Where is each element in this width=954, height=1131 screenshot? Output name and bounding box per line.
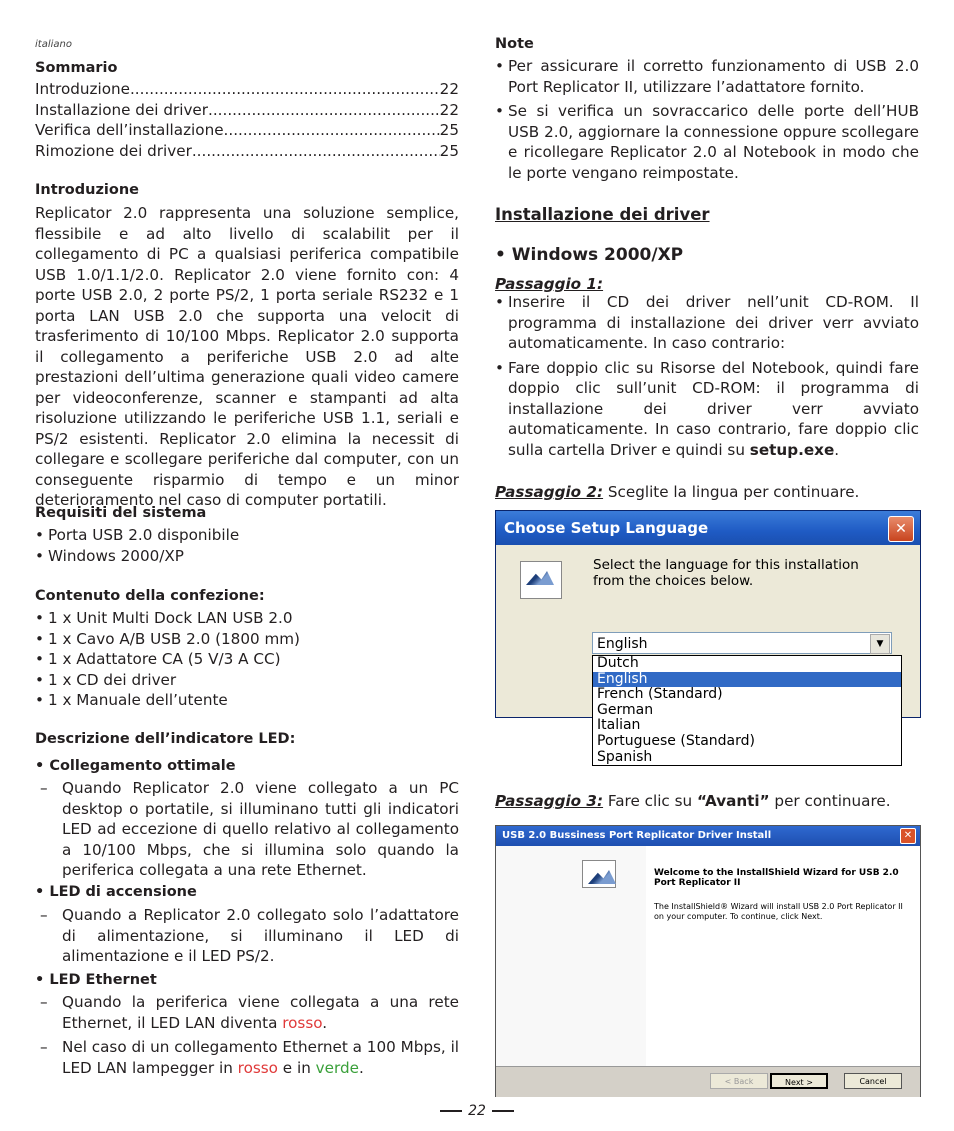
toc-row (35, 120, 459, 141)
step3: Passaggio 3: Fare clic su “Avanti” per continuare. (495, 792, 891, 810)
list-item: • Per assicurare il corretto funzionamento di USB 2.0 Port Replicator II, utilizzare l’adattatore fornito. (495, 56, 919, 97)
wizard-button-bar (496, 1066, 920, 1097)
intro-text: Replicator 2.0 rappresenta una soluzione semplice, flessibile e ad alto livello di scalabilit per il collegamento di PC a qualsiasi periferica compatibile USB 1.0/1.1/2.0. Replicator 2.0 viene fornito con: 4 porte USB 2.0, 2 porte PS/2, 1 porta seriale RS232 e 1 porta LAN USB 2.0 che supporta una velocit di trasferimento di 10/100 Mbps. Replicator 2.0 supporta il collegamento a periferiche USB 2.0 ad alte prestazioni dell’ultima generazione quali video camere per videoconferenze, scanner e stampanti ad alta risoluzione utilizzando le periferiche USB 1.1, seriali e PS/2 esistenti. Replicator 2.0 elimina la necessit di collegare e scollegare periferiche dal computer, con un conseguente risparmio di tempo e un minor deterioramento nel caso di computer portatili. (35, 204, 459, 509)
wizard-main-panel (646, 846, 920, 1066)
led3-list (35, 992, 459, 1078)
list-item: • Windows 2000/XP (35, 546, 459, 567)
list-item: – Nel caso di un collegamento Ethernet a 100 Mbps, il LED LAN lampegger in rosso e in verde. (35, 1037, 459, 1078)
language-option[interactable]: Dutch (597, 655, 639, 671)
close-button[interactable]: ✕ (888, 516, 914, 542)
language-select[interactable]: English ▼ (592, 632, 892, 654)
toc-page: 25 (439, 121, 459, 139)
note-title: Note (495, 36, 534, 52)
toc-label: Verifica dell’installazione (35, 121, 224, 139)
back-button[interactable]: < Back (710, 1073, 768, 1089)
language-option[interactable]: Italian (597, 717, 641, 734)
dialog-titlebar (496, 826, 920, 846)
page-footer (0, 1101, 954, 1122)
list-item: • Inserire il CD dei driver nell’unit CD-ROM. Il programma di installazione dei driver verr avviato automaticamente. In caso contrario: (495, 292, 919, 354)
table-of-contents (35, 79, 459, 161)
install-title: Installazione dei driver (495, 205, 710, 224)
language-option[interactable]: Portuguese (Standard) (597, 732, 755, 749)
next-button[interactable]: Next > (770, 1073, 828, 1089)
led1-title: • Collegamento ottimale (35, 758, 236, 774)
close-button[interactable]: ✕ (900, 828, 916, 844)
toc-page: 22 (439, 80, 459, 98)
requirements-title: Requisiti del sistema (35, 505, 207, 521)
green-word: verde (315, 1058, 359, 1077)
list-item: • 1 x CD dei driver (35, 670, 459, 691)
list-item: • 1 x Adattatore CA (5 V/3 A CC) (35, 649, 459, 670)
list-item: – Quando la periferica viene collegata a una rete Ethernet, il LED LAN diventa rosso. (35, 992, 459, 1033)
led1-list (35, 778, 459, 881)
language-option[interactable]: Spanish (597, 748, 653, 765)
step1-label: Passaggio 1: (495, 275, 604, 293)
choose-language-dialog (495, 510, 921, 765)
toc-label: Installazione dei driver (35, 100, 209, 119)
led-title: Descrizione dell’indicatore LED: (35, 731, 296, 747)
toc-label: Rimozione dei driver (35, 141, 192, 160)
setup-icon (520, 561, 562, 599)
setup-exe: setup.exe (749, 440, 835, 459)
dialog-message: Select the language for this installation from the choices below. (593, 557, 859, 589)
list-item: • 1 x Cavo A/B USB 2.0 (1800 mm) (35, 629, 459, 650)
installshield-dialog (495, 825, 921, 1097)
chevron-down-icon[interactable]: ▼ (870, 634, 890, 654)
led2-list (35, 905, 459, 967)
red-word: rosso (282, 1013, 323, 1032)
toc-page: 22 (439, 100, 459, 119)
step1-list (495, 292, 919, 460)
toc-row (35, 79, 459, 100)
intro-title: Introduzione (35, 182, 139, 198)
list-item: – Quando Replicator 2.0 viene collegato a un PC desktop o portatile, si illuminano tutti gli indicatori LED ad eccezione di quello relativo al collegamento a 10/100 Mbps, che si illumina solo quando la periferica collegata a una rete Ethernet. (35, 778, 459, 881)
cancel-button[interactable]: Cancel (844, 1073, 902, 1089)
language-tag: italiano (35, 39, 72, 50)
toc-page: 25 (439, 141, 459, 160)
note-list (495, 56, 919, 183)
language-option[interactable]: German (597, 701, 654, 718)
dialog-titlebar (496, 511, 920, 545)
os-title: • Windows 2000/XP (495, 245, 684, 265)
requirements-list (35, 525, 459, 566)
setup-icon (582, 860, 616, 888)
dialog-title: Choose Setup Language (504, 519, 709, 537)
language-option[interactable]: English (593, 672, 901, 688)
list-item: • 1 x Unit Multi Dock LAN USB 2.0 (35, 608, 459, 629)
page-number: 22 (468, 1103, 486, 1119)
language-option[interactable]: French (Standard) (597, 686, 723, 703)
wizard-description: The InstallShield® Wizard will install USB 2.0 Port Replicator II on your computer. To continue, click Next. (654, 902, 903, 921)
list-item: • Fare doppio clic su Risorse del Notebook, quindi fare doppio clic sull’unit CD-ROM: il programma di installazione dei driver verr avviato automaticamente. In caso contrario, fare doppio clic sulla cartella Driver e quindi su setup.exe. (495, 358, 919, 461)
list-item: • Porta USB 2.0 disponibile (35, 525, 459, 546)
wizard-side-panel (496, 846, 646, 1066)
toc-label: Introduzione (35, 80, 130, 98)
list-item: • Se si verifica un sovraccarico delle porte dell’HUB USB 2.0, aggiornare la connessione oppure scollegare e ricollegare Replicator 2.0 al Notebook in modo che le porte vengano reimpostate. (495, 101, 919, 183)
list-item: • 1 x Manuale dell’utente (35, 690, 459, 711)
package-list (35, 608, 459, 711)
toc-row (35, 100, 459, 121)
wizard-welcome: Welcome to the InstallShield Wizard for USB 2.0 Port Replicator II (654, 868, 899, 888)
package-title: Contenuto della confezione: (35, 588, 265, 604)
dialog-title: USB 2.0 Bussiness Port Replicator Driver Install (502, 830, 772, 841)
step2: Passaggio 2: Sceglite la lingua per continuare. (495, 483, 860, 501)
language-dropdown-list (592, 655, 902, 766)
summary-title: Sommario (35, 60, 118, 76)
red-word: rosso (237, 1058, 278, 1077)
led2-title: • LED di accensione (35, 884, 197, 900)
list-item: – Quando a Replicator 2.0 collegato solo l’adattatore di alimentazione, si illuminano il LED di alimentazione e il LED PS/2. (35, 905, 459, 967)
toc-row (35, 141, 459, 162)
led3-title: • LED Ethernet (35, 972, 157, 988)
